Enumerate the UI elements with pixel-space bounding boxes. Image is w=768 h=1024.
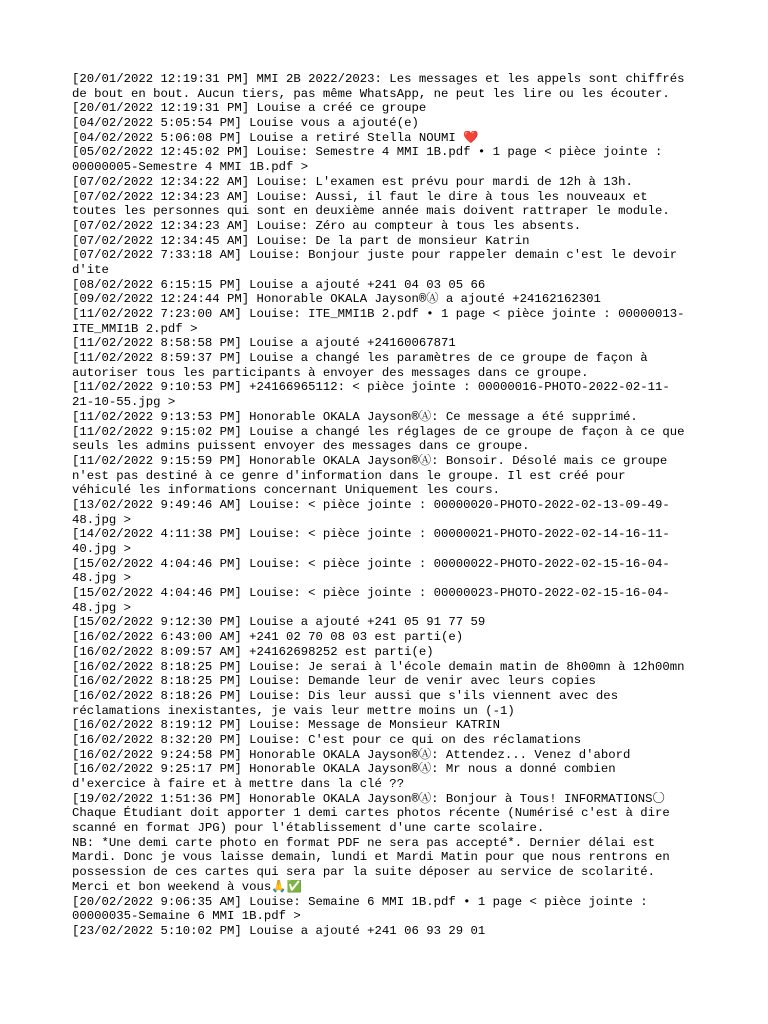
chat-line: [11/02/2022 7:23:00 AM] Louise: ITE_MMI1B 2.pdf • 1 page < pièce jointe : 00000013- (72, 307, 685, 321)
chat-line: [16/02/2022 8:19:12 PM] Louise: Message de Monsieur KATRIN (72, 718, 501, 733)
chat-line: 48.jpg > (72, 571, 132, 586)
chat-line: [11/02/2022 9:15:59 PM] Honorable OKALA Jayson®Ⓐ: Bonsoir. Désolé mais ce groupe (72, 453, 668, 468)
chat-line: [14/02/2022 4:11:38 PM] Louise: < pièce jointe : 00000021-PHOTO-2022-02-14-16-11- (72, 527, 670, 542)
chat-line: Merci et bon weekend à vous🙏✅ (72, 879, 302, 894)
chat-line: [13/02/2022 9:49:46 AM] Louise: < pièce jointe : 00000020-PHOTO-2022-02-13-09-49- (72, 497, 670, 512)
chat-line: [16/02/2022 8:18:25 PM] Louise: Demande leur de venir avec leurs copies (72, 674, 596, 689)
chat-line: NB: *Une demi carte photo en format PDF ne sera pas accepté*. Dernier délai est (72, 835, 655, 850)
chat-line: 48.jpg > (72, 512, 132, 527)
chat-line: 40.jpg > (72, 542, 132, 556)
chat-line: [11/02/2022 8:58:58 PM] Louise a ajouté +24160067871 (72, 336, 456, 351)
chat-line: d'ite (72, 262, 109, 277)
chat-line: réclamations inexistantes, je vais leur mettre moins un (-1) (72, 703, 515, 718)
chat-line: possession de ces cartes qui sera par la suite déposer au service de scolarité. (72, 865, 655, 880)
chat-line: [07/02/2022 12:34:22 AM] Louise: L'examen est prévu pour mardi de 12h à 13h. (72, 174, 633, 189)
chat-line: n'est pas destiné à ce genre d'information dans le groupe. Il est créé pour (72, 468, 626, 483)
chat-line: [16/02/2022 6:43:00 AM] +241 02 70 08 03 est parti(e) (72, 630, 464, 645)
chat-line: [16/02/2022 8:18:26 PM] Louise: Dis leur aussi que s'ils viennent avec des (72, 688, 619, 703)
chat-line: véhiculé les informations concernant Uniquement les cours. (72, 483, 501, 498)
chat-line: [11/02/2022 9:15:02 PM] Louise a changé les réglages de ce groupe de façon à ce que (72, 424, 685, 439)
chat-line: 48.jpg > (72, 600, 132, 615)
chat-line: [20/02/2022 9:06:35 AM] Louise: Semaine 6 MMI 1B.pdf • 1 page < pièce jointe : (72, 894, 648, 909)
chat-line: [08/02/2022 6:15:15 PM] Louise a ajouté +241 04 03 05 66 (72, 277, 486, 292)
chat-line: scanné en format JPG) pour l'établissement d'une carte scolaire. (72, 821, 545, 836)
chat-line: 21-10-55.jpg > (72, 395, 176, 410)
chat-line: [16/02/2022 8:32:20 PM] Louise: C'est pour ce qui on des réclamations (72, 732, 582, 747)
chat-line: [15/02/2022 4:04:46 PM] Louise: < pièce jointe : 00000022-PHOTO-2022-02-15-16-04- (72, 556, 670, 571)
chat-line: toutes les personnes qui sont en deuxième année mais doivent rattraper le module. (72, 204, 670, 219)
chat-line: [09/02/2022 12:24:44 PM] Honorable OKALA Jayson®Ⓐ a ajouté +24162162301 (72, 292, 601, 307)
chat-line: autoriser tous les participants à envoyer des messages dans ce groupe. (72, 365, 589, 380)
chat-line: [19/02/2022 1:51:36 PM] Honorable OKALA Jayson®Ⓐ: Bonjour à Tous! INFORMATIONS〇 (72, 791, 665, 806)
chat-line: [07/02/2022 12:34:45 AM] Louise: De la part de monsieur Katrin (72, 233, 530, 248)
chat-line: [04/02/2022 5:06:08 PM] Louise a retiré Stella NOUMI ❤️ (72, 130, 479, 145)
chat-log (72, 72, 712, 939)
chat-line: [11/02/2022 8:59:37 PM] Louise a changé les paramètres de ce groupe de façon à (72, 351, 648, 366)
chat-line: [16/02/2022 8:18:25 PM] Louise: Je serai à l'école demain matin de 8h00mn à 12h00mn (72, 659, 685, 674)
chat-line: [16/02/2022 9:24:58 PM] Honorable OKALA Jayson®Ⓐ: Attendez... Venez d'abord (72, 747, 631, 762)
chat-line: [11/02/2022 9:10:53 PM] +24166965112: < pièce jointe : 00000016-PHOTO-2022-02-11- (72, 380, 670, 395)
chat-line: [16/02/2022 9:25:17 PM] Honorable OKALA Jayson®Ⓐ: Mr nous a donné combien (72, 762, 616, 777)
chat-line: seuls les admins puissent envoyer des messages dans ce groupe. (72, 439, 530, 454)
chat-line: Chaque Étudiant doit apporter 1 demi cartes photos récente (Numérisé c'est à dire (72, 806, 670, 821)
chat-line: [15/02/2022 4:04:46 PM] Louise: < pièce jointe : 00000023-PHOTO-2022-02-15-16-04- (72, 586, 670, 601)
chat-line: d'exercice à faire et à mettre dans la clé ?? (72, 777, 405, 791)
chat-line: de bout en bout. Aucun tiers, pas même WhatsApp, ne peut les lire ou les écouter. (72, 86, 670, 101)
chat-line: [23/02/2022 5:10:02 PM] Louise a ajouté +241 06 93 29 01 (72, 923, 486, 938)
chat-line: [20/01/2022 12:19:31 PM] Louise a créé ce groupe (72, 101, 427, 116)
chat-line: [16/02/2022 8:09:57 AM] +24162698252 est parti(e) (72, 644, 434, 659)
chat-line: 00000035-Semaine 6 MMI 1B.pdf > (72, 909, 301, 924)
chat-line: [07/02/2022 7:33:18 AM] Louise: Bonjour juste pour rappeler demain c'est le devoir (72, 248, 678, 263)
chat-line: [04/02/2022 5:05:54 PM] Louise vous a ajouté(e) (72, 116, 419, 131)
chat-line: [07/02/2022 12:34:23 AM] Louise: Zéro au compteur à tous les absents. (72, 218, 582, 233)
chat-line: [11/02/2022 9:13:53 PM] Honorable OKALA Jayson®Ⓐ: Ce message a été supprimé. (72, 409, 638, 424)
chat-line: [20/01/2022 12:19:31 PM] MMI 2B 2022/2023: Les messages et les appels sont chiffrés (72, 72, 685, 86)
chat-line: [07/02/2022 12:34:23 AM] Louise: Aussi, il faut le dire à tous les nouveaux et (72, 189, 648, 204)
chat-line: ITE_MMI1B 2.pdf > (72, 321, 198, 336)
chat-line: [05/02/2022 12:45:02 PM] Louise: Semestre 4 MMI 1B.pdf • 1 page < pièce jointe : (72, 145, 663, 160)
chat-line: [15/02/2022 9:12:30 PM] Louise a ajouté +241 05 91 77 59 (72, 615, 486, 630)
chat-line: 00000005-Semestre 4 MMI 1B.pdf > (72, 160, 309, 175)
chat-line: Mardi. Donc je vous laisse demain, lundi et Mardi Matin pour que nous rentrons en (72, 850, 670, 865)
